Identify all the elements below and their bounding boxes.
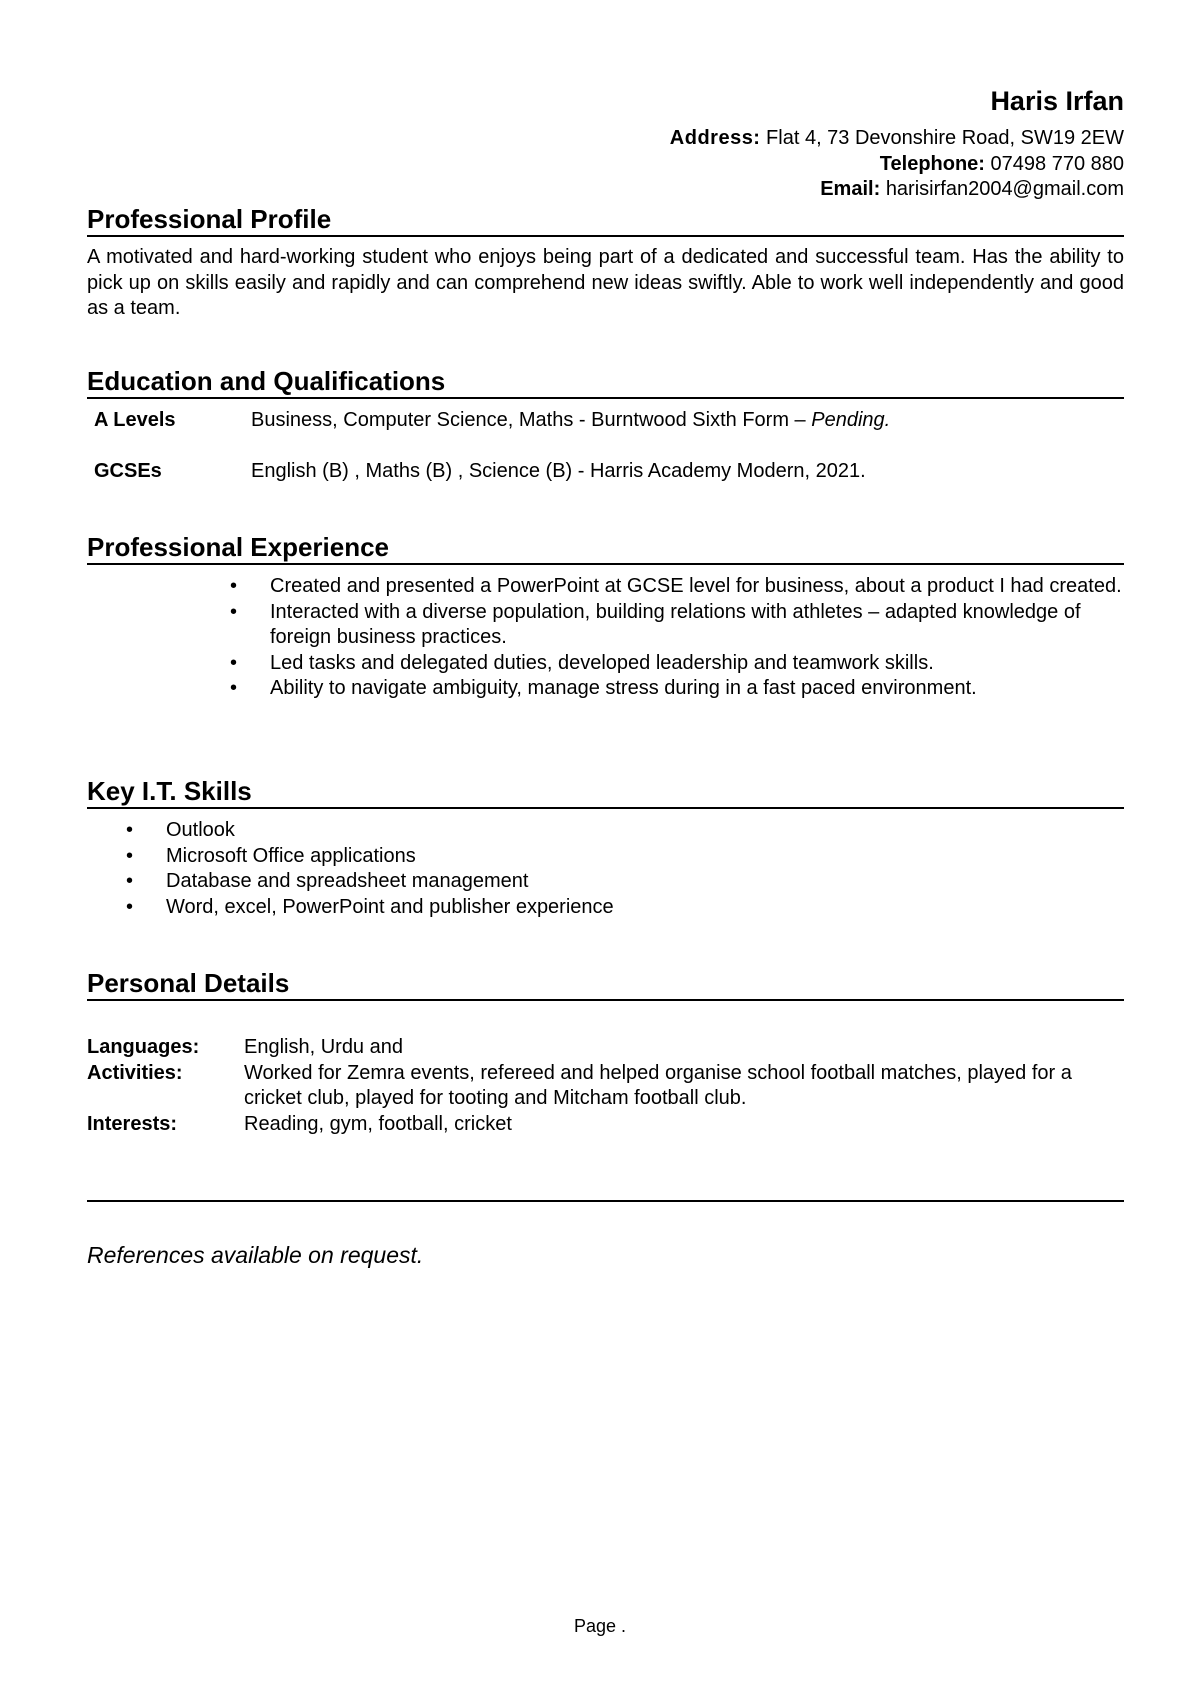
education-value-text: English (B) , Maths (B) , Science (B) - Harris Academy Modern, 2021.: [251, 459, 866, 482]
skill-item: [87, 818, 1124, 844]
personal-label: Activities:: [87, 1061, 183, 1084]
experience-item: [87, 600, 1124, 651]
telephone-label: Telephone:: [879, 152, 985, 175]
candidate-name: Haris Irfan: [990, 86, 1124, 116]
personal-label: Languages:: [87, 1036, 200, 1058]
address-label: Address:: [669, 127, 761, 149]
skill-item-text: Microsoft Office applications: [166, 844, 416, 867]
page-footer: Page .: [573, 1616, 627, 1636]
email-label: Email:: [820, 178, 881, 200]
address-line: [670, 126, 1124, 152]
skill-item: [87, 844, 1124, 870]
email-line: [670, 177, 1124, 203]
education-value: [251, 459, 1124, 485]
email-value: harisirfan2004@gmail.com: [885, 178, 1124, 200]
experience-item: [87, 574, 1124, 600]
personal-value: Reading, gym, football, cricket: [244, 1112, 512, 1135]
skills-section: [87, 775, 1124, 920]
personal-heading: Personal Details: [87, 967, 1124, 1001]
telephone-line: [670, 152, 1124, 178]
references-note: References available on request.: [87, 1242, 424, 1268]
education-label: GCSEs: [94, 459, 162, 482]
skill-item-text: Word, excel, PowerPoint and publisher experience: [166, 895, 614, 918]
profile-text: A motivated and hard-working student who enjoys being part of a dedicated and successful team. Has the ability to pick up on skills easily and rapidly and can comprehend new ideas swiftly. Able to work well independently and good as a team.: [87, 246, 1124, 319]
skill-item-text: Database and spreadsheet management: [166, 870, 529, 892]
personal-row: [87, 1061, 1124, 1112]
experience-item: [87, 651, 1124, 677]
skill-item: [87, 869, 1124, 895]
profile-section: [87, 203, 1124, 322]
experience-list: [87, 574, 1124, 702]
address-value: Flat 4, 73 Devonshire Road, SW19 2EW: [766, 127, 1124, 149]
personal-row: [87, 1035, 1124, 1061]
skill-item-text: Outlook: [166, 819, 235, 841]
experience-item-text: Led tasks and delegated duties, developed leadership and teamwork skills.: [270, 651, 934, 674]
closing-divider: [87, 1200, 1124, 1202]
telephone-value: 07498 770 880: [990, 152, 1124, 175]
education-section: [87, 365, 1124, 484]
education-row: [87, 459, 1124, 485]
bullet-icon: •: [126, 844, 134, 867]
experience-item: [87, 676, 1124, 702]
cv-page: [87, 0, 1124, 1698]
profile-heading: Professional Profile: [87, 203, 1124, 237]
education-value: [251, 408, 1124, 434]
education-value-italic: Pending.: [811, 409, 891, 431]
bullet-icon: •: [126, 895, 134, 918]
skill-item: [87, 895, 1124, 921]
bullet-icon: •: [230, 677, 238, 699]
cv-header: [670, 84, 1124, 203]
skills-heading: Key I.T. Skills: [87, 775, 1124, 809]
experience-heading: Professional Experience: [87, 531, 1124, 565]
education-heading: Education and Qualifications: [87, 365, 1124, 399]
personal-table: [87, 1035, 1124, 1137]
bullet-icon: •: [126, 870, 134, 892]
personal-value: English, Urdu and: [244, 1036, 403, 1058]
education-label: A Levels: [94, 409, 176, 431]
experience-item-text: Created and presented a PowerPoint at GCSE level for business, about a product I had created.: [270, 575, 1122, 597]
skills-list: [87, 818, 1124, 920]
personal-section: [87, 967, 1124, 1137]
education-row: [87, 408, 1124, 434]
bullet-icon: •: [230, 575, 238, 597]
experience-section: [87, 531, 1124, 702]
bullet-icon: •: [230, 600, 238, 623]
personal-label: Interests:: [87, 1112, 178, 1135]
education-value-text: Business, Computer Science, Maths - Burntwood Sixth Form –: [251, 409, 812, 431]
experience-item-text: Interacted with a diverse population, building relations with athletes – adapted knowledge of foreign business practices.: [270, 600, 1081, 648]
bullet-icon: •: [126, 819, 134, 841]
bullet-icon: •: [230, 651, 238, 674]
personal-row: [87, 1112, 1124, 1138]
experience-item-text: Ability to navigate ambiguity, manage stress during in a fast paced environment.: [270, 677, 977, 699]
personal-value: Worked for Zemra events, refereed and helped organise school football matches, played for a cricket club, played for tooting and Mitcham football club.: [244, 1061, 1072, 1109]
